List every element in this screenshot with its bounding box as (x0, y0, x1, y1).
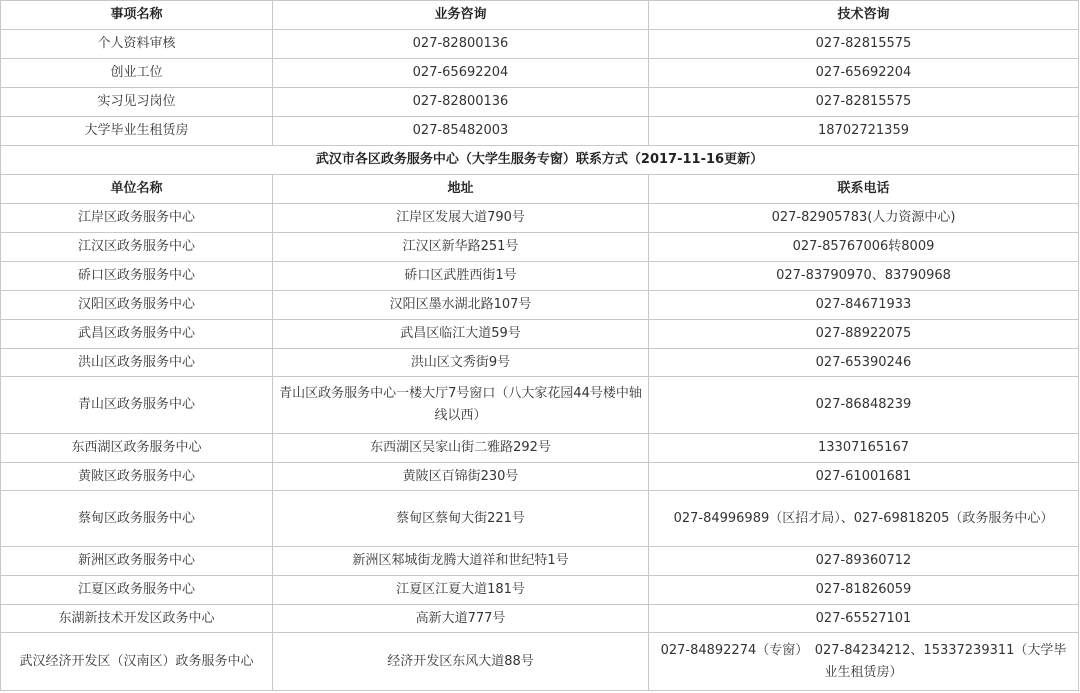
item-name: 创业工位 (1, 59, 273, 88)
address: 江汉区新华路251号 (273, 233, 649, 262)
centers-header-row (1, 175, 1079, 204)
business-phone: 027-82800136 (273, 30, 649, 59)
table-row (1, 291, 1079, 320)
table-row (1, 576, 1079, 605)
business-phone: 027-65692204 (273, 59, 649, 88)
header-address: 地址 (273, 175, 649, 204)
address: 硚口区武胜西街1号 (273, 262, 649, 291)
table-row (1, 463, 1079, 491)
address: 武昌区临江大道59号 (273, 320, 649, 349)
unit-name: 江夏区政务服务中心 (1, 576, 273, 605)
consult-header-row (1, 1, 1079, 30)
unit-name: 武昌区政务服务中心 (1, 320, 273, 349)
phone: 027-82905783(人力资源中心) (649, 204, 1079, 233)
tech-phone: 027-65692204 (649, 59, 1079, 88)
business-phone: 027-85482003 (273, 117, 649, 146)
business-phone: 027-82800136 (273, 88, 649, 117)
unit-name: 新洲区政务服务中心 (1, 547, 273, 576)
table-row (1, 59, 1079, 88)
address: 高新大道777号 (273, 605, 649, 633)
address: 江岸区发展大道790号 (273, 204, 649, 233)
table-row (1, 233, 1079, 262)
address: 黄陂区百锦街230号 (273, 463, 649, 491)
table-row (1, 88, 1079, 117)
phone: 027-89360712 (649, 547, 1079, 576)
header-item-name: 事项名称 (1, 1, 273, 30)
unit-name: 青山区政务服务中心 (1, 377, 273, 434)
header-business-consult: 业务咨询 (273, 1, 649, 30)
unit-name: 洪山区政务服务中心 (1, 349, 273, 377)
phone: 027-84996989（区招才局）、027-69818205（政务服务中心） (649, 491, 1079, 547)
table-row (1, 117, 1079, 146)
table-row (1, 377, 1079, 434)
table-row (1, 434, 1079, 463)
phone: 027-65390246 (649, 349, 1079, 377)
address: 洪山区文秀街9号 (273, 349, 649, 377)
address: 江夏区江夏大道181号 (273, 576, 649, 605)
table-row (1, 547, 1079, 576)
phone: 027-86848239 (649, 377, 1079, 434)
table-row (1, 204, 1079, 233)
address: 汉阳区墨水湖北路107号 (273, 291, 649, 320)
table-row (1, 633, 1079, 691)
unit-name: 硚口区政务服务中心 (1, 262, 273, 291)
unit-name: 江岸区政务服务中心 (1, 204, 273, 233)
phone: 027-83790970、83790968 (649, 262, 1079, 291)
section-title-row (1, 146, 1079, 175)
phone: 027-81826059 (649, 576, 1079, 605)
address: 东西湖区吴家山街二雅路292号 (273, 434, 649, 463)
phone: 027-61001681 (649, 463, 1079, 491)
table-row (1, 349, 1079, 377)
section-title: 武汉市各区政务服务中心（大学生服务专窗）联系方式（2017-11-16更新） (1, 146, 1079, 175)
unit-name: 汉阳区政务服务中心 (1, 291, 273, 320)
phone: 027-88922075 (649, 320, 1079, 349)
address: 蔡甸区蔡甸大街221号 (273, 491, 649, 547)
table-row (1, 491, 1079, 547)
tech-phone: 027-82815575 (649, 30, 1079, 59)
phone: 027-84892274（专窗） 027-84234212、15337239311（大学毕业生租赁房） (649, 633, 1079, 691)
address: 青山区政务服务中心一楼大厅7号窗口（八大家花园44号楼中轴线以西） (273, 377, 649, 434)
address: 经济开发区东风大道88号 (273, 633, 649, 691)
tech-phone: 18702721359 (649, 117, 1079, 146)
header-unit-name: 单位名称 (1, 175, 273, 204)
unit-name: 东湖新技术开发区政务中心 (1, 605, 273, 633)
table-row (1, 605, 1079, 633)
phone: 027-84671933 (649, 291, 1079, 320)
tech-phone: 027-82815575 (649, 88, 1079, 117)
table-row (1, 262, 1079, 291)
phone: 027-65527101 (649, 605, 1079, 633)
unit-name: 东西湖区政务服务中心 (1, 434, 273, 463)
unit-name: 武汉经济开发区（汉南区）政务服务中心 (1, 633, 273, 691)
item-name: 实习见习岗位 (1, 88, 273, 117)
phone: 027-85767006转8009 (649, 233, 1079, 262)
unit-name: 黄陂区政务服务中心 (1, 463, 273, 491)
address: 新洲区邾城街龙腾大道祥和世纪特1号 (273, 547, 649, 576)
table-row (1, 30, 1079, 59)
item-name: 大学毕业生租赁房 (1, 117, 273, 146)
unit-name: 江汉区政务服务中心 (1, 233, 273, 262)
phone: 13307165167 (649, 434, 1079, 463)
item-name: 个人资料审核 (1, 30, 273, 59)
header-phone: 联系电话 (649, 175, 1079, 204)
table-row (1, 320, 1079, 349)
header-tech-consult: 技术咨询 (649, 1, 1079, 30)
unit-name: 蔡甸区政务服务中心 (1, 491, 273, 547)
